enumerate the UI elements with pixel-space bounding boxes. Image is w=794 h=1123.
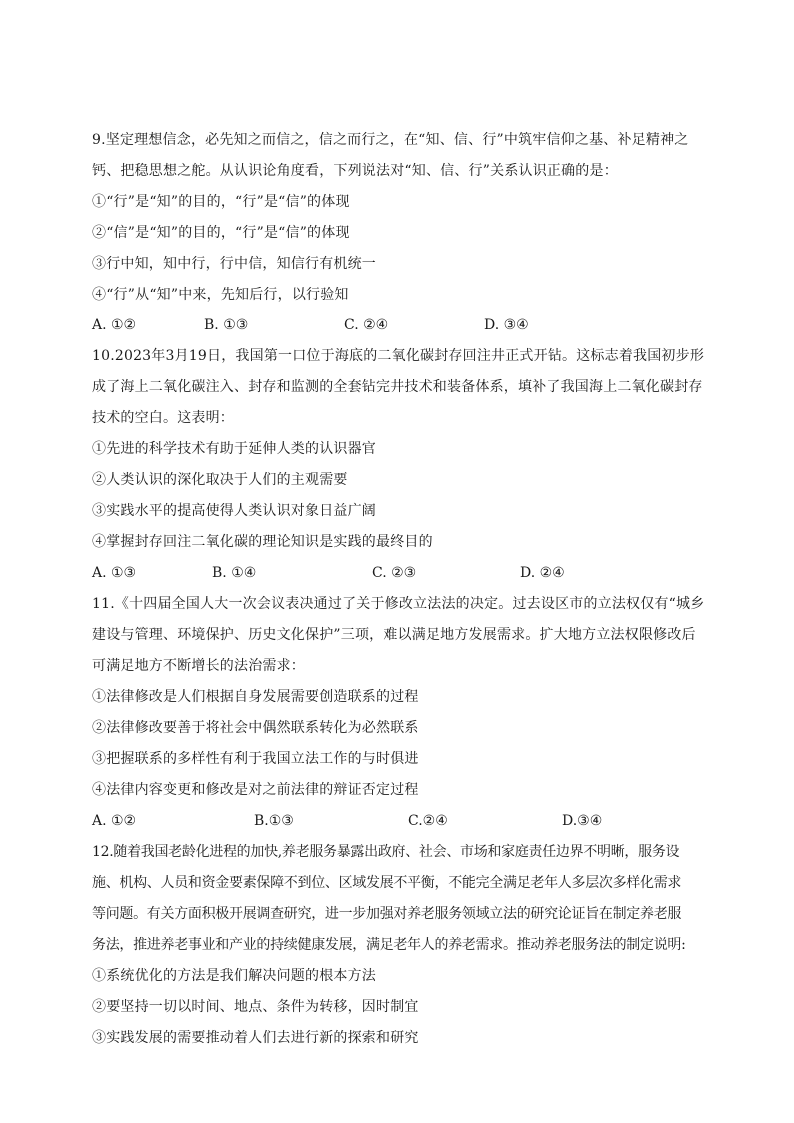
q10-option-a: A. ①③ <box>92 565 137 581</box>
q11-stem-line-3: 可满足地方不断增长的法治需求： <box>92 658 305 674</box>
q9-option-b: B. ①③ <box>204 317 249 333</box>
q12-item-1: ①系统优化的方法是我们解决问题的根本方法 <box>92 968 376 984</box>
q10-item-2: ②人类认识的深化取决于人们的主观需要 <box>92 472 348 488</box>
q12-stem-line-3: 等问题。有关方面积极开展调查研究，进一步加强对养老服务领域立法的研究论证旨在制定养老服 <box>92 906 682 922</box>
q12-item-2: ②要坚持一切以时间、地点、条件为转移，因时制宜 <box>92 999 419 1015</box>
q9-item-1: ①“行”是“知”的目的，“行”是“信”的体现 <box>92 194 350 210</box>
q11-item-4: ④法律内容变更和修改是对之前法律的辩证否定过程 <box>92 782 419 798</box>
q10-option-d: D. ②④ <box>520 565 565 581</box>
q11-option-b: B.①③ <box>254 813 294 829</box>
q12-stem-line-1: 12.随着我国老龄化进程的加快,养老服务暴露出政府、社会、市场和家庭责任边界不明晰，服务设 <box>92 844 680 860</box>
q11-option-c: C.②④ <box>408 813 448 829</box>
q9-item-2: ②“信”是“知”的目的，“行”是“信”的体现 <box>92 225 350 241</box>
q10-item-3: ③实践水平的提高使得人类认识对象日益广阔 <box>92 503 376 519</box>
q9-stem-line-2: 钙、把稳思想之舵。从认识论角度看，下列说法对“知、信、行”关系认识正确的是： <box>92 163 618 179</box>
q11-item-2: ②法律修改要善于将社会中偶然联系转化为必然联系 <box>92 720 419 736</box>
q10-options <box>92 564 702 582</box>
q11-item-3: ③把握联系的多样性有利于我国立法工作的与时俱进 <box>92 751 419 767</box>
q11-item-1: ①法律修改是人们根据自身发展需要创造联系的过程 <box>92 689 419 705</box>
q9-option-d: D. ③④ <box>484 317 529 333</box>
q9-item-4: ④“行”从“知”中来，先知后行，以行验知 <box>92 287 349 303</box>
q10-item-4: ④掌握封存回注二氧化碳的理论知识是实践的最终目的 <box>92 534 433 550</box>
q12-stem-line-2: 施、机构、人员和资金要素保障不到位、区域发展不平衡，不能完全满足老年人多层次多样化需求 <box>92 875 682 891</box>
q10-option-c: C. ②③ <box>372 565 417 581</box>
q9-option-a: A. ①② <box>92 317 137 333</box>
q9-stem-line-1: 9.坚定理想信念，必先知之而信之，信之而行之，在“知、信、行”中筑牢信仰之基、补足精神之 <box>92 132 689 148</box>
q12-item-3: ③实践发展的需要推动着人们去进行新的探索和研究 <box>92 1030 419 1046</box>
q12-stem-line-4: 务法，推进养老事业和产业的持续健康发展，满足老年人的养老需求。推动养老服务法的制定说明: <box>92 937 686 953</box>
q9-item-3: ③行中知，知中行，行中信，知信行有机统一 <box>92 256 376 272</box>
q9-options <box>92 316 702 334</box>
q9-option-c: C. ②④ <box>344 317 389 333</box>
q11-stem-line-2: 建设与管理、环境保护、历史文化保护”三项，难以满足地方发展需求。扩大地方立法权限修改后 <box>92 627 696 643</box>
q10-option-b: B. ①④ <box>212 565 257 581</box>
q11-stem-line-1: 11.《十四届全国人大一次会议表决通过了关于修改立法法的决定。过去设区市的立法权仅有“城乡 <box>92 596 705 612</box>
q11-options <box>92 812 702 830</box>
q11-option-a: A. ①② <box>92 813 137 829</box>
q10-stem-line-1: 10.2023年3月19日，我国第一口位于海底的二氧化碳封存回注井正式开钻。这标志着我国初步形 <box>92 348 705 364</box>
q10-item-1: ①先进的科学技术有助于延伸人类的认识器官 <box>92 441 376 457</box>
q10-stem-line-2: 成了海上二氧化碳注入、封存和监测的全套钻完井技术和装备体系，填补了我国海上二氧化碳封存 <box>92 379 703 395</box>
q11-option-d: D.③④ <box>562 813 603 829</box>
q10-stem-line-3: 技术的空白。这表明： <box>92 410 234 426</box>
